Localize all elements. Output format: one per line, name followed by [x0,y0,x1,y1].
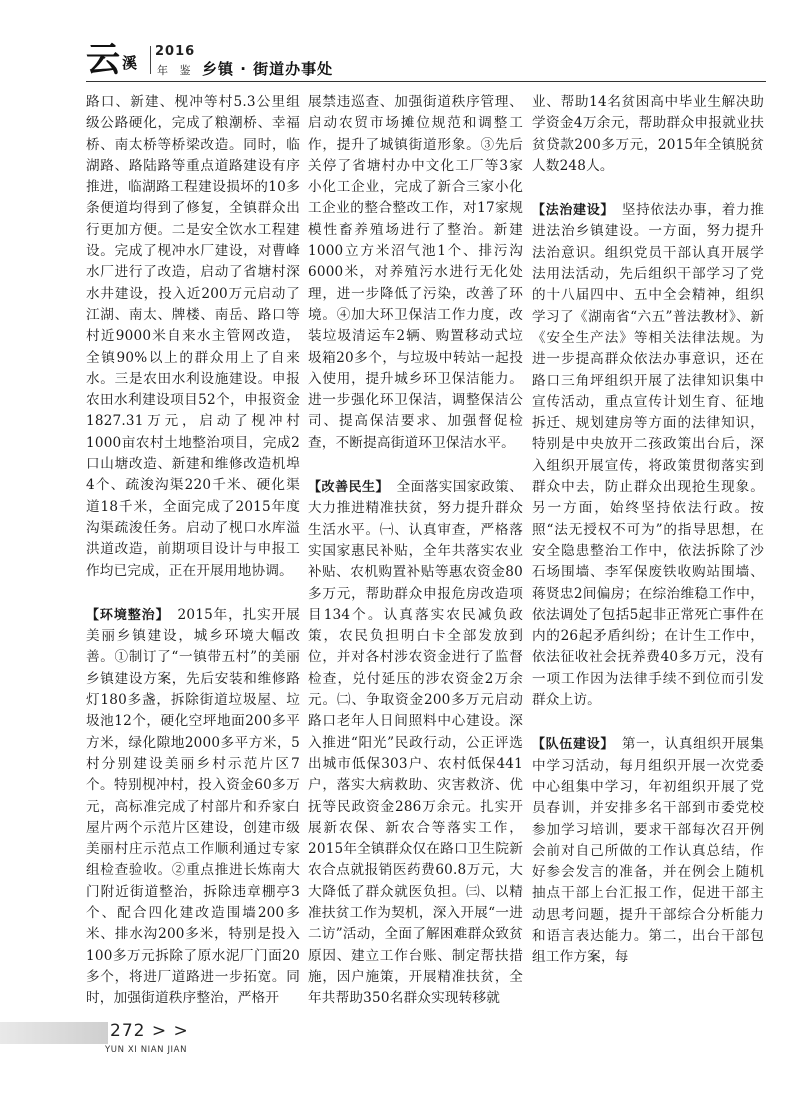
page-number: 272 > > [110,1021,189,1041]
yearbook-logo-char: 云 [86,40,120,80]
text-column-1 [86,92,300,1009]
paragraph-environment [86,605,300,1010]
section-tag-team: 【队伍建设】 [532,737,608,753]
paragraph-livelihood-text: 全面落实国家政策、大力推进精准扶贫，努力提升群众生活水平。㈠、认真审查，严格落实国家惠民补贴，全年共落实农业补贴、农机购置补贴等惠农资金80多万元，帮助群众申报危房改造项目134个。认真落实农民减负政策，农民负担明白卡全部发放到位，并对各村涉农资金进行了监督检查，兑付延压的涉农资金2万余元。㈡、争取资金200多万元启动路口老年人日间照料中心建设。深入推进“阳光”民政行动，公正评选出城市低保303户、农村低保441户，落实大病救助、灾害救济、优抚等民政资金286万余元。扎实开展新农保、新农合等落实工作，2015年全镇群众仅在路口卫生院新农合点就报销医药费60.8万元，大大降低了群众就医负担。㈢、以精准扶贫工作为契机，深入开展“一进二访”活动，全面了解困难群众致贫原因、建立工作台账、制定帮扶措施，因户施策，开展精准扶贫，全年共帮助350名群众实现转移就 [308,479,524,1007]
paragraph-rule-of-law [532,200,764,711]
section-tag-livelihood: 【改善民生】 [308,480,383,496]
paragraph-rule-of-law-text: 坚持依法办事，着力推进法治乡镇建设。一方面，努力提升法治意识。组织党员干部认真开展学法用法活动，先后组织干部学习了党的十八届四中、五中全会精神，组织学习了《湖南省“六五”普法教材》、新《安全生产法》等相关法律法规。为进一步提高群众依法办事意识，还在路口三角坪组织开展了法律知识集中宣传活动，重点宣传计划生育、征地拆迁、规划建房等方面的法律知识，特别是中央放开二孩政策出台后，深入组织开展宣传，将政策贯彻落实到群众中去，防止群众出现抢生现象。另一方面，始终坚持依法行政。按照“法无授权不可为”的指导思想，在安全隐患整治工作中，依法拆除了沙石场围墙、李军保废铁收购站围墙、蒋贤忠2间偏房；在综治维稳工作中，依法调处了包括5起非正常死亡事件在内的26起矛盾纠纷；在计生工作中，依法征收社会抚养费40多万元，没有一项工作因为法律手续不到位而引发群众上访。 [532,202,765,709]
section-tag-rule-of-law: 【法治建设】 [532,203,608,219]
yearbook-year: 2016 [155,44,196,59]
paragraph-environment-cont: 展禁违巡查、加强街道秩序管理、启动农贸市场摊位规范和调整工作，提升了城镇街道形象。③先后关停了省塘村办中文化工厂等3家小化工企业，完成了新合三家小化工企业的整合整改工作，对17家规模性畜养殖场进行了整治。新建1000立方米沼气池1个、排污沟6000米，对养殖污水进行无化处理，进一步降低了污染，改善了环境。④加大环卫保洁工作力度，改装垃圾清运车2辆、购置移动式垃圾箱20多个，与垃圾中转站一起投入使用，提升城乡环卫保洁能力。进一步强化环卫保洁，调整保洁公司、提高保洁要求、加强督促检查，不断提高街道环卫保洁水平。 [308,94,523,451]
header-divider [150,46,151,74]
page-header [0,0,805,80]
paragraph-environment-text: 2015年，扎实开展美丽乡镇建设，城乡环境大幅改善。①制订了“一镇带五村”的美丽乡镇建设方案，先后安装和维修路灯180多盏，拆除街道垃圾屋、垃圾池12个，硬化空坪地面200多平方米，绿化隙地2000多平方米，5村分别建设美丽乡村示范片区7个。特别枧冲村，投入资金60多万元，高标准完成了村部片和乔家白屋片两个示范片区建设，创建市级美丽村庄示范点工作顺利通过专家组检查验收。②重点推进长炼南大门附近街道整治，拆除违章棚亭3个、配合四化建改造围墙200多米、排水沟200多米，特别是投入100多万元拆除了原水泥厂门面20多个，将进厂道路进一步拓宽。同时，加强街道秩序整治，严格开 [86,606,300,1007]
paragraph-team-text: 第一，认真组织开展集中学习活动，每月组织开展一次党委中心组集中学习，年初组织开展了党员春训，并安排多名干部到市委党校参加学习培训，要求干部每次召开例会前对自己所做的工作认真总结，作好参会发言的准备，并在例会上随机抽点干部上台汇报工作，促进干部主动思考问题，提升干部综合分析能力和语言表达能力。第二，出台干部包组工作方案，每 [532,736,765,966]
footer-bar [0,1022,108,1044]
paragraph-livelihood [308,477,523,1009]
section-title: 乡镇 · 街道办事处 [202,60,334,78]
paragraph-infrastructure: 路口、新建、枧冲等村5.3公里组级公路硬化，完成了粮潮桥、幸福桥、南太桥等桥梁改造。同时，临湖路、路陆路等重点道路建设有序推进，临湖路工程建设损坏的10多条便道均得到了修复，全镇群众出行更加方便。二是安全饮水工程建设。完成了枧冲水厂建设，对曹峰水厂进行了改造，启动了省塘村深水井建设，投入近200万元启动了江湖、南太、牌楼、南岳、路口等村近9000米自来水主管网改造，全镇90%以上的群众用上了自来水。三是农田水利设施建设。申报农田水利建设项目52个，申报资金1827.31万元，启动了枧冲村1000亩农村土地整治项目，完成2口山塘改造、新建和维修改造机埠4个、疏浚沟渠220千米、硬化渠道18千米，全面完成了2015年度沟渠疏浚任务。启动了枧口水库溢洪道改造，前期项目设计与申报工作均已完成，正在开展用地协调。 [86,94,300,579]
yearbook-label: 年 鉴 [157,64,195,77]
paragraph-livelihood-cont: 业、帮助14名贫困高中毕业生解决助学资金4万余元，帮助群众申报就业扶贫贷款200多万元，2015年全镇脱贫人数248人。 [532,94,764,174]
text-column-3 [532,92,764,969]
text-column-2 [308,92,523,1009]
header-rule [86,81,766,82]
paragraph-team [532,734,764,968]
footer-pinyin: YUN XI NIAN JIAN [105,1045,188,1055]
yearbook-logo-char2: 溪 [122,54,138,72]
section-tag-environment: 【环境整治】 [86,607,164,623]
